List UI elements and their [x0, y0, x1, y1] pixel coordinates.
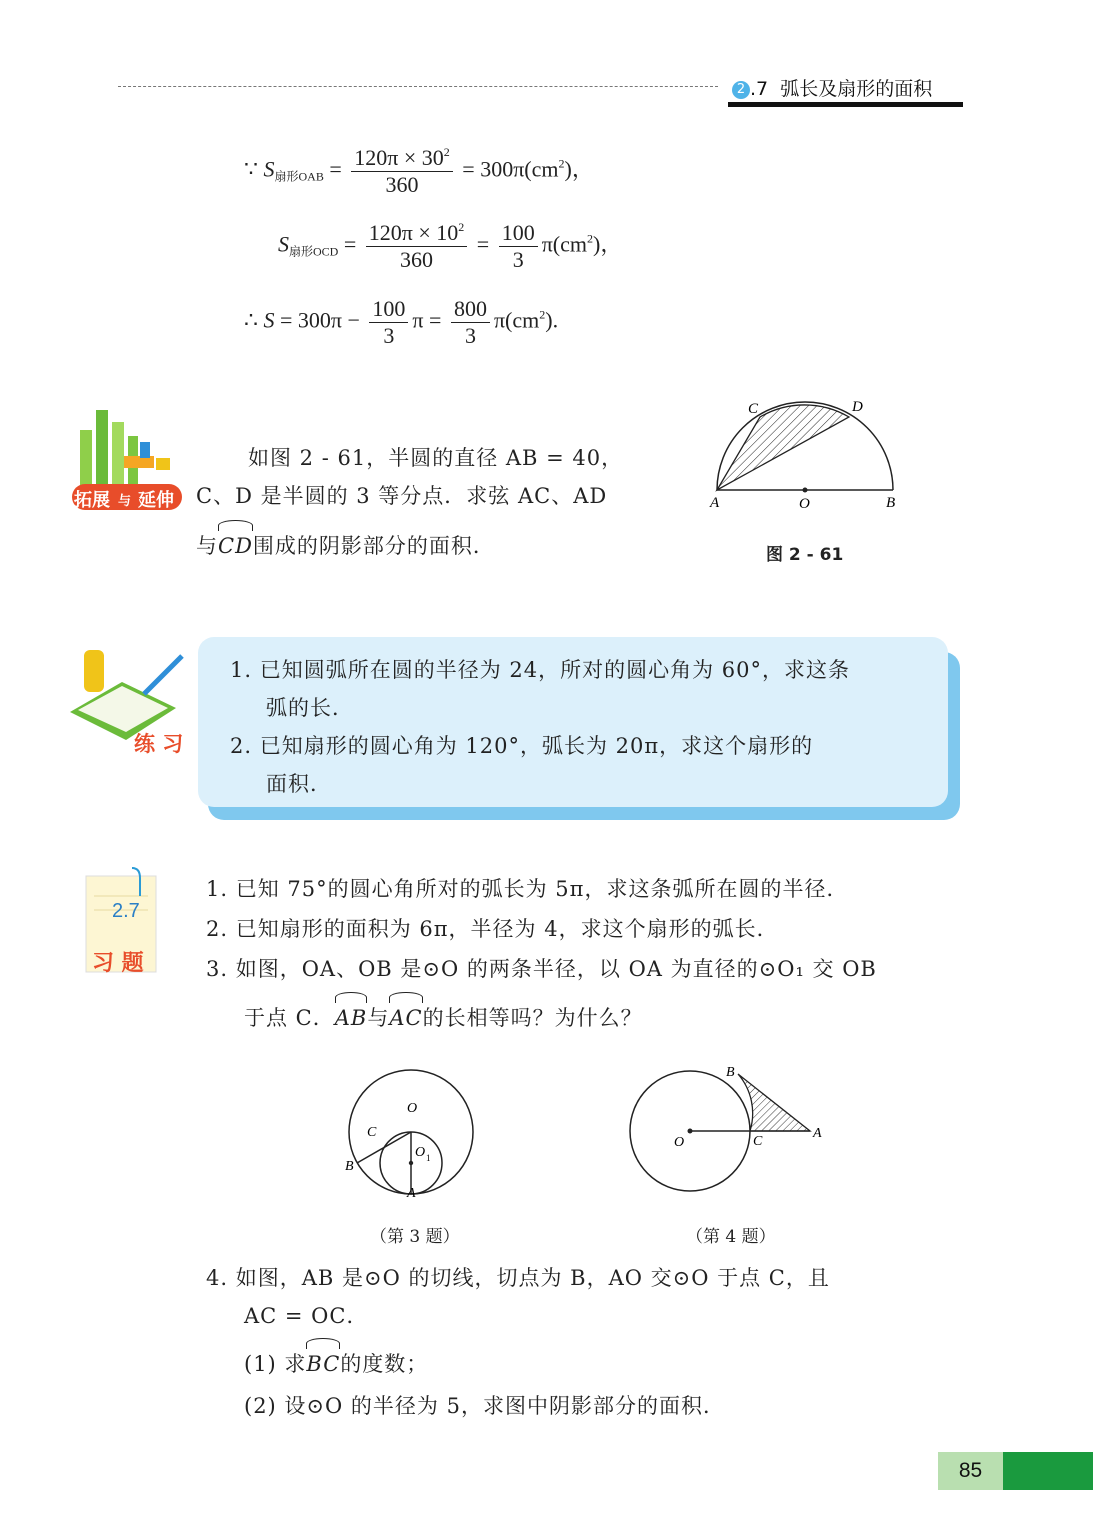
text: 围成的阴影部分的面积． — [252, 534, 495, 558]
extension-label-connector: 与 — [118, 494, 132, 509]
extension-icon — [68, 400, 188, 518]
fig4-label-b: B — [726, 1065, 735, 1080]
text: 于点 C． — [244, 1006, 335, 1030]
line-end: )， — [564, 156, 594, 182]
exercise-q3: 3. 如图，OA、OB 是⊙O 的两条半径，以 OA 为直径的⊙O₁ 交 OB — [206, 957, 877, 981]
denominator: 3 — [512, 247, 524, 272]
exercise-q4-cont: AC = OC． — [244, 1304, 369, 1328]
denominator: 3 — [383, 323, 395, 348]
text: (1) 求 — [244, 1352, 307, 1376]
header-bar — [728, 102, 963, 107]
superscript: 2 — [539, 307, 546, 322]
denominator: 360 — [385, 172, 419, 197]
fig4-label-o: O — [674, 1135, 685, 1150]
section-number-suffix: .7 — [750, 78, 769, 100]
exercise-q1: 1. 已知 75°的圆心角所对的弧长为 5π，求这条弧所在圆的半径． — [206, 877, 849, 901]
practice-item-1: 1. 已知圆弧所在圆的半径为 24，所对的圆心角为 60°，求这条 — [230, 658, 851, 682]
exercise-q4: 4. 如图，AB 是⊙O 的切线，切点为 B，AO 交⊙O 于点 C，且 — [206, 1266, 830, 1290]
fig-label-d: D — [852, 399, 863, 415]
denominator: 3 — [464, 323, 476, 348]
extension-line-3 — [196, 524, 495, 568]
fraction — [366, 220, 468, 273]
page-number: 85 — [938, 1452, 1003, 1490]
figure-q3-caption: （第 3 题） — [370, 1227, 460, 1247]
fig4-label-a: A — [813, 1126, 822, 1141]
fig-label-b: B — [886, 495, 896, 511]
exercise-q4-sub2: (2) 设⊙O 的半径为 5，求图中阴影部分的面积． — [244, 1394, 725, 1418]
header-divider — [118, 86, 718, 87]
fig-label-o: O — [799, 496, 810, 512]
s-subscript: 扇形OAB — [274, 169, 324, 184]
s-subscript: 扇形OCD — [289, 244, 339, 259]
solution-line-1: ∵ $S_{扇形OAB}$ = $\frac{120\pi \times 30^2}{360}$ = $300\pi(cm^2)$， — [244, 145, 594, 197]
text: 的长相等吗？为什么？ — [422, 1006, 643, 1030]
fig3-label-a: A — [407, 1186, 416, 1201]
expression: π = — [412, 307, 442, 333]
practice-item-2: 2. 已知扇形的圆心角为 120°，弧长为 20π，求这个扇形的 — [230, 734, 814, 758]
numerator: 120π × 10 — [368, 220, 459, 245]
arc-cd: CD — [218, 524, 253, 568]
figure-q4 — [620, 1060, 840, 1200]
exercise-icon — [80, 866, 166, 980]
fig-label-a: A — [710, 495, 720, 511]
figure-caption: 图 2 - 61 — [766, 545, 844, 565]
superscript: 2 — [587, 231, 594, 246]
s-symbol: S — [263, 307, 275, 333]
expression: = 300π − — [280, 307, 360, 333]
result: = 300π(cm — [462, 156, 559, 182]
text: 与 — [367, 1006, 390, 1030]
denominator: 360 — [400, 247, 434, 272]
fig4-label-c: C — [753, 1134, 763, 1149]
fig3-label-c: C — [367, 1125, 377, 1140]
solution-line-3 — [244, 296, 558, 349]
page-footer-bar — [1003, 1452, 1093, 1490]
result: π(cm — [493, 307, 540, 333]
semicircle-figure — [700, 395, 910, 515]
extension-line-1: 如图 2 - 61，半圆的直径 AB = 40， — [248, 446, 624, 470]
figure-q4-caption: （第 4 题） — [686, 1227, 776, 1247]
practice-item-1-cont: 弧的长． — [266, 696, 354, 720]
superscript: 2 — [443, 145, 450, 159]
because-symbol: ∵ — [244, 156, 258, 182]
section-number-badge: 2 — [732, 81, 750, 99]
exercise-q3-cont — [244, 996, 643, 1040]
line-end: ). — [545, 307, 559, 333]
fig-label-c: C — [748, 401, 759, 417]
exercise-q2: 2. 已知扇形的面积为 6π，半径为 4，求这个扇形的弧长． — [206, 917, 779, 941]
extension-label: 拓展 — [74, 490, 110, 511]
s-symbol: S — [263, 156, 275, 182]
fraction — [451, 296, 490, 349]
fraction — [351, 145, 453, 198]
numerator: 100 — [369, 296, 408, 323]
practice-label: 练 习 — [134, 732, 184, 756]
fig3-label-b: B — [345, 1159, 354, 1174]
extension-label-2: 延伸 — [138, 490, 174, 511]
fraction — [369, 296, 408, 349]
practice-icon — [66, 646, 190, 756]
text: 的度数； — [340, 1352, 429, 1376]
arc-bc: BC — [306, 1342, 340, 1386]
practice-item-2-cont: 面积． — [266, 772, 332, 796]
section-title: 弧长及扇形的面积 — [780, 78, 933, 100]
fig3-label-o1: O — [415, 1145, 426, 1160]
s-symbol: S — [278, 231, 289, 257]
fig3-label-o1-sub: 1 — [426, 1153, 431, 1163]
arc-ac: AC — [389, 996, 422, 1040]
extension-line-2: C、D 是半圆的 3 等分点．求弦 AC、AD — [196, 484, 608, 508]
figure-q3 — [335, 1060, 485, 1210]
numerator: 100 — [499, 220, 538, 247]
therefore-symbol: ∴ — [244, 307, 258, 333]
section-header — [732, 74, 932, 101]
numerator: 120π × 30 — [354, 145, 444, 170]
solution-line-2: $S_{扇形OCD}$ = $\frac{120\pi \times 10^2}{360}$ = $\frac{100}{3}$ $\pi(cm^2)$， — [278, 220, 623, 272]
fraction — [499, 220, 538, 273]
exercise-number: 2.7 — [112, 900, 140, 922]
superscript: 2 — [558, 156, 565, 171]
text: 与 — [196, 534, 218, 558]
exercise-label: 习 题 — [92, 951, 144, 976]
result: π(cm — [541, 231, 588, 257]
arc-ab: AB — [335, 996, 368, 1040]
fig3-label-o: O — [407, 1101, 418, 1116]
line-end: )， — [593, 231, 623, 257]
numerator: 800 — [451, 296, 490, 323]
exercise-q4-sub1 — [244, 1342, 428, 1386]
superscript: 2 — [458, 220, 465, 234]
